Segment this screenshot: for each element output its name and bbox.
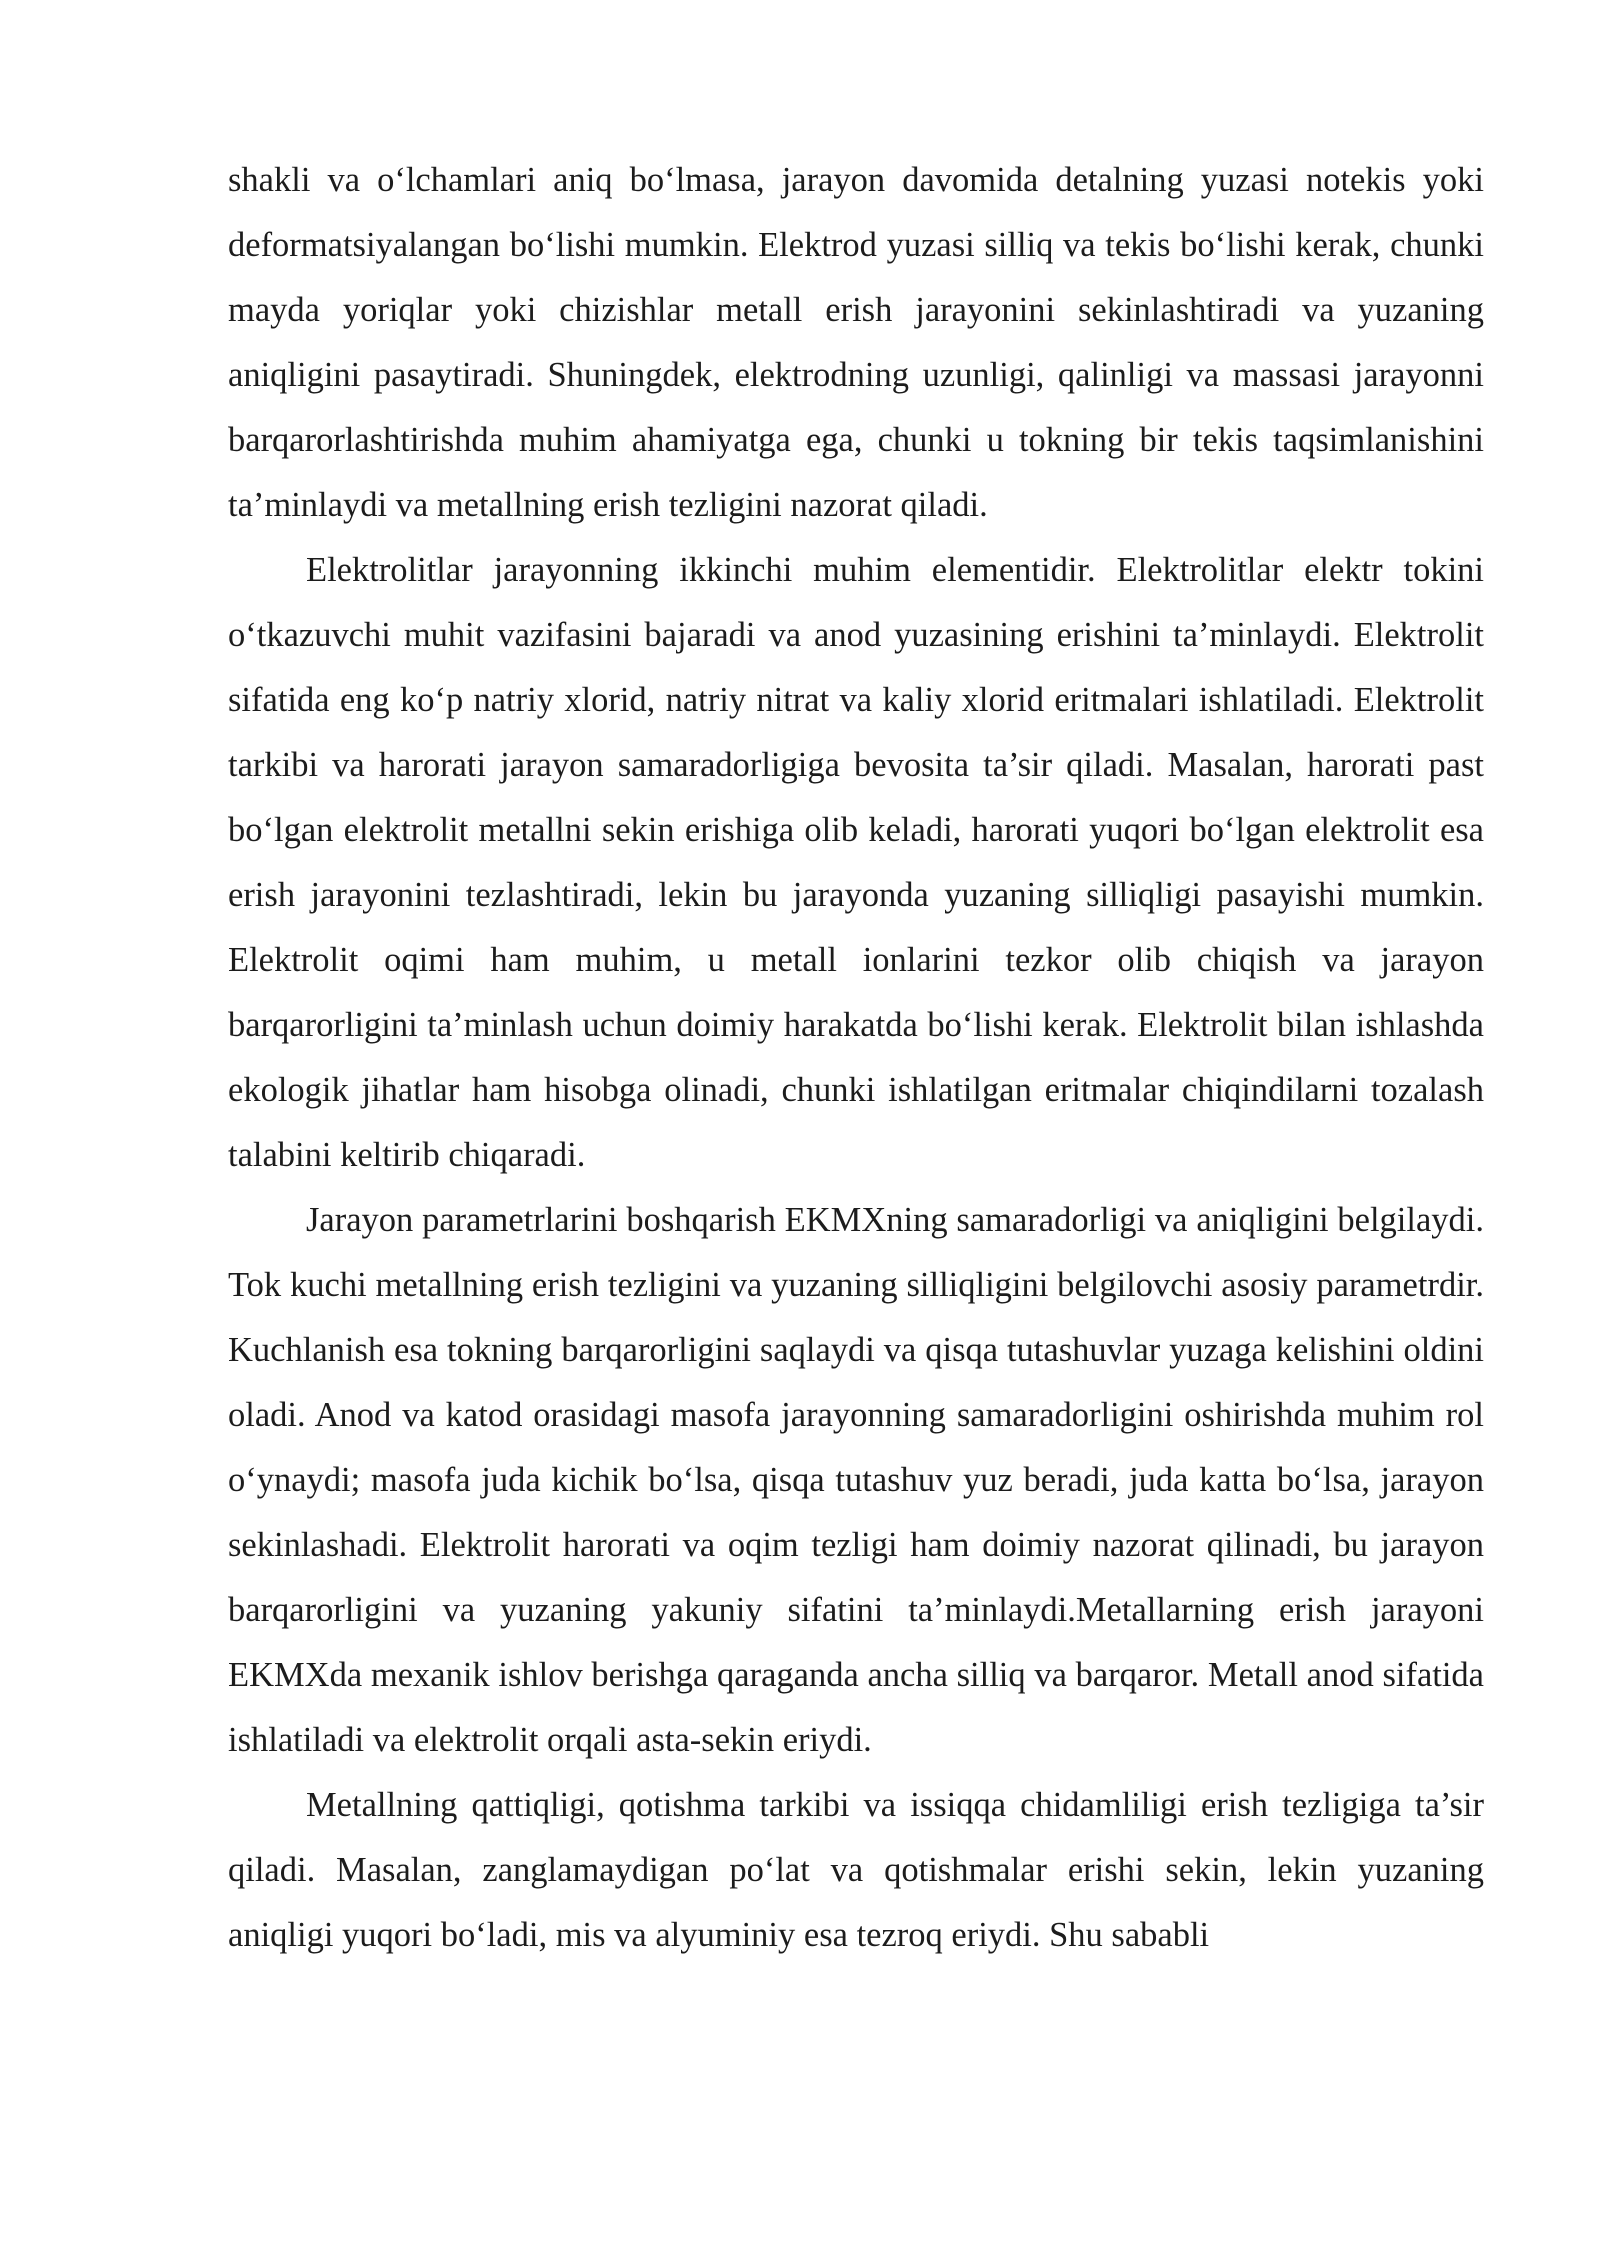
paragraph-process-parameters: Jarayon parametrlarini boshqarish EKMXning samaradorligi va aniqligini belgilaydi. Tok kuchi metallning erish tezligini va yuzaning silliqligini belgilovchi asosiy parametrdir. Kuchlanish esa tokning barqarorligini saqlaydi va qisqa tutashuvlar yuzaga kelishini oldini oladi. Anod va katod orasidagi masofa jarayonning samaradorligini oshirishda muhim rol o‘ynaydi; masofa juda kichik bo‘lsa, qisqa tutashuv yuz beradi, juda katta bo‘lsa, jarayon sekinlashadi. Elektrolit harorati va oqim tezligi ham doimiy nazorat qilinadi, bu jarayon barqarorligini va yuzaning yakuniy sifatini ta’minlaydi.Metallarning erish jarayoni EKMXda mexanik ishlov berishga qaraganda ancha silliq va barqaror. Metall anod sifatida ishlatiladi va elektrolit orqali asta-sekin eriydi.: [228, 1201, 1484, 1759]
document-page: [228, 148, 1484, 1968]
paragraph-metal-properties: Metallning qattiqligi, qotishma tarkibi va issiqqa chidamliligi erish tezligiga ta’sir qiladi. Masalan, zanglamaydigan po‘lat va qotishmalar erishi sekin, lekin yuzaning aniqligi yuqori bo‘ladi, mis va alyuminiy esa tezroq eriydi. Shu sababli: [228, 1786, 1484, 1954]
paragraph-electrolytes: Elektrolitlar jarayonning ikkinchi muhim elementidir. Elektrolitlar elektr tokini o‘tkazuvchi muhit vazifasini bajaradi va anod yuzasining erishini ta’minlaydi. Elektrolit sifatida eng ko‘p natriy xlorid, natriy nitrat va kaliy xlorid eritmalari ishlatiladi. Elektrolit tarkibi va harorati jarayon samaradorligiga bevosita ta’sir qiladi. Masalan, harorati past bo‘lgan elektrolit metallni sekin erishiga olib keladi, harorati yuqori bo‘lgan elektrolit esa erish jarayonini tezlashtiradi, lekin bu jarayonda yuzaning silliqligi pasayishi mumkin. Elektrolit oqimi ham muhim, u metall ionlarini tezkor olib chiqish va jarayon barqarorligini ta’minlash uchun doimiy harakatda bo‘lishi kerak. Elektrolit bilan ishlashda ekologik jihatlar ham hisobga olinadi, chunki ishlatilgan eritmalar chiqindilarni tozalash talabini keltirib chiqaradi.: [228, 551, 1484, 1174]
paragraph-electrode-continuation: shakli va o‘lchamlari aniq bo‘lmasa, jarayon davomida detalning yuzasi notekis yoki deformatsiyalangan bo‘lishi mumkin. Elektrod yuzasi silliq va tekis bo‘lishi kerak, chunki mayda yoriqlar yoki chizishlar metall erish jarayonini sekinlashtiradi va yuzaning aniqligini pasaytiradi. Shuningdek, elektrodning uzunligi, qalinligi va massasi jarayonni barqarorlashtirishda muhim ahamiyatga ega, chunki u tokning bir tekis taqsimlanishini ta’minlaydi va metallning erish tezligini nazorat qiladi.: [228, 161, 1484, 524]
